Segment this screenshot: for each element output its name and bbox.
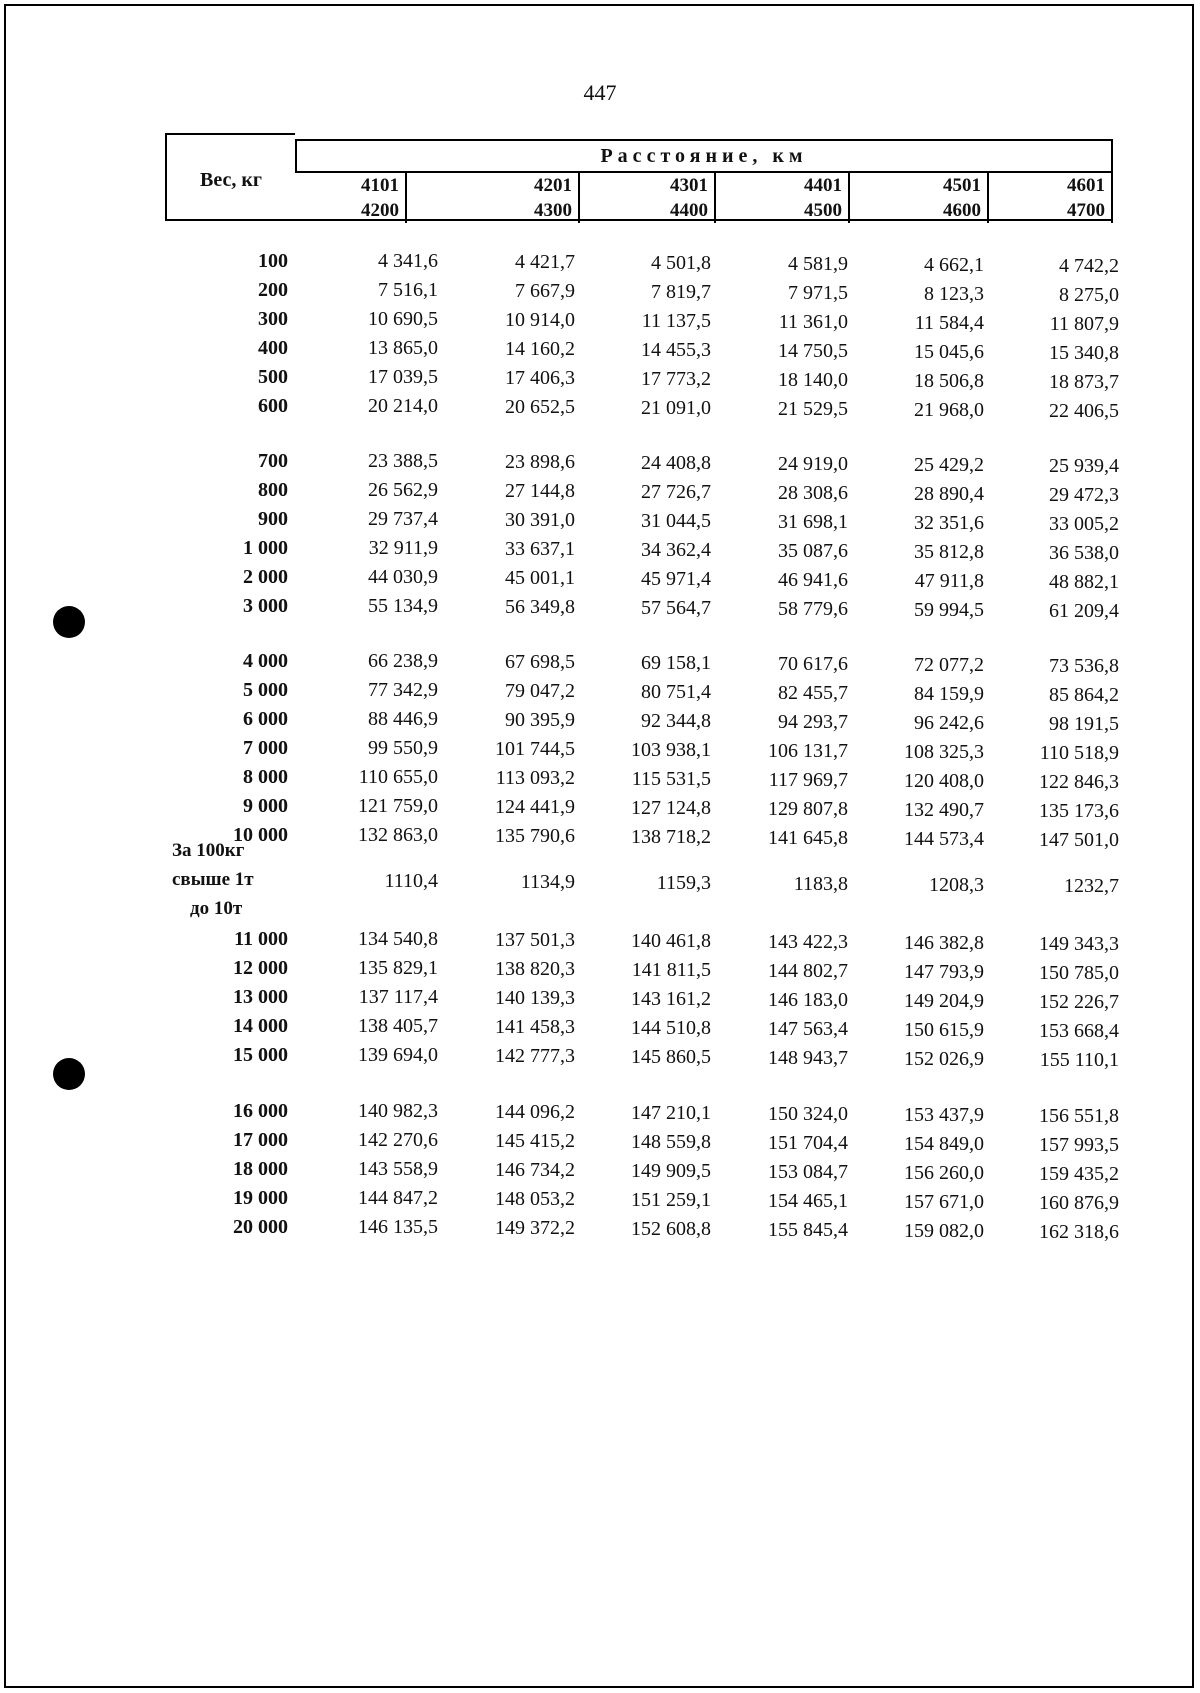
rate-cell: 115 531,5 xyxy=(631,768,711,790)
rate-cell: 141 645,8 xyxy=(768,827,848,849)
table-row xyxy=(0,1187,1200,1213)
rate-cell: 159 082,0 xyxy=(904,1220,984,1242)
distance-range-header xyxy=(579,173,716,223)
rate-cell: 4 662,1 xyxy=(924,254,984,276)
weight-cell: 100 xyxy=(258,250,288,272)
table-row xyxy=(0,708,1200,734)
table-row xyxy=(0,308,1200,334)
rate-cell: 156 260,0 xyxy=(904,1162,984,1184)
rate-cell: 103 938,1 xyxy=(631,739,711,761)
rate-cell: 96 242,6 xyxy=(914,712,984,734)
rate-cell: 99 550,9 xyxy=(368,737,438,759)
distance-column-header: Расстояние, км xyxy=(600,145,808,167)
rate-cell: 46 941,6 xyxy=(778,569,848,591)
rate-cell: 11 584,4 xyxy=(914,312,984,334)
rate-cell: 151 704,4 xyxy=(768,1132,848,1154)
rate-cell: 94 293,7 xyxy=(778,711,848,733)
rate-cell: 10 690,5 xyxy=(368,308,438,330)
rate-cell: 152 226,7 xyxy=(1039,991,1119,1013)
rate-cell: 150 615,9 xyxy=(904,1019,984,1041)
rate-cell: 4 581,9 xyxy=(788,253,848,275)
rate-cell: 110 518,9 xyxy=(1039,742,1119,764)
rate-cell: 15 340,8 xyxy=(1049,342,1119,364)
weight-cell: 4 000 xyxy=(243,650,288,672)
table-row xyxy=(0,1015,1200,1041)
rate-cell: 148 559,8 xyxy=(631,1131,711,1153)
rate-cell: 137 501,3 xyxy=(495,929,575,951)
rate-cell: 33 005,2 xyxy=(1049,513,1119,535)
rate-cell: 149 204,9 xyxy=(904,990,984,1012)
rate-cell: 152 026,9 xyxy=(904,1048,984,1070)
weight-cell: 14 000 xyxy=(233,1015,288,1037)
rate-cell: 152 608,8 xyxy=(631,1218,711,1240)
rate-cell: 146 183,0 xyxy=(768,989,848,1011)
rate-cell: 10 914,0 xyxy=(505,309,575,331)
weight-cell: 11 000 xyxy=(234,928,288,950)
rate-cell: 24 919,0 xyxy=(778,453,848,475)
rate-cell: 120 408,0 xyxy=(904,770,984,792)
rate-cell: 80 751,4 xyxy=(641,681,711,703)
rate-cell: 140 461,8 xyxy=(631,930,711,952)
weight-cell: 7 000 xyxy=(243,737,288,759)
rate-cell: 146 734,2 xyxy=(495,1159,575,1181)
rate-cell: 140 139,3 xyxy=(495,987,575,1009)
rate-cell: 98 191,5 xyxy=(1049,713,1119,735)
rate-cell: 146 135,5 xyxy=(358,1216,438,1238)
rate-cell: 27 144,8 xyxy=(505,480,575,502)
rate-cell: 4 742,2 xyxy=(1059,255,1119,277)
rate-cell: 14 160,2 xyxy=(505,338,575,360)
table-row xyxy=(0,650,1200,676)
table-row xyxy=(0,737,1200,763)
rate-cell: 135 829,1 xyxy=(358,957,438,979)
rate-cell: 154 849,0 xyxy=(904,1133,984,1155)
range-to: 4600 xyxy=(943,200,981,221)
rate-cell: 14 750,5 xyxy=(778,340,848,362)
rate-cell: 48 882,1 xyxy=(1049,571,1119,593)
weight-cell: 1 000 xyxy=(243,537,288,559)
range-to: 4700 xyxy=(1067,200,1105,221)
rate-cell: 141 458,3 xyxy=(495,1016,575,1038)
rate-cell: 67 698,5 xyxy=(505,651,575,673)
weight-cell: 16 000 xyxy=(233,1100,288,1122)
rate-cell: 90 395,9 xyxy=(505,709,575,731)
rate-cell: 18 506,8 xyxy=(914,370,984,392)
table-row xyxy=(0,450,1200,476)
surcharge-cell: 1208,3 xyxy=(929,874,984,896)
rate-cell: 150 324,0 xyxy=(768,1103,848,1125)
rate-cell: 35 087,6 xyxy=(778,540,848,562)
range-to: 4300 xyxy=(534,200,572,221)
rate-cell: 84 159,9 xyxy=(914,683,984,705)
rate-cell: 7 516,1 xyxy=(378,279,438,301)
rate-cell: 159 435,2 xyxy=(1039,1163,1119,1185)
rate-cell: 55 134,9 xyxy=(368,595,438,617)
rate-cell: 15 045,6 xyxy=(914,341,984,363)
rate-cell: 82 455,7 xyxy=(778,682,848,704)
rate-cell: 8 123,3 xyxy=(924,283,984,305)
rate-cell: 149 909,5 xyxy=(631,1160,711,1182)
rate-cell: 139 694,0 xyxy=(358,1044,438,1066)
rate-cell: 143 558,9 xyxy=(358,1158,438,1180)
weight-cell: 5 000 xyxy=(243,679,288,701)
rate-cell: 147 210,1 xyxy=(631,1102,711,1124)
rate-cell: 66 238,9 xyxy=(368,650,438,672)
rate-cell: 56 349,8 xyxy=(505,596,575,618)
table-row xyxy=(0,537,1200,563)
rate-cell: 8 275,0 xyxy=(1059,284,1119,306)
table-row xyxy=(0,395,1200,421)
weight-cell: 17 000 xyxy=(233,1129,288,1151)
rate-cell: 4 501,8 xyxy=(651,252,711,274)
distance-range-header xyxy=(987,173,1113,223)
rate-cell: 92 344,8 xyxy=(641,710,711,732)
rate-cell: 145 860,5 xyxy=(631,1046,711,1068)
weight-cell: 8 000 xyxy=(243,766,288,788)
rate-cell: 20 214,0 xyxy=(368,395,438,417)
rate-cell: 17 773,2 xyxy=(641,368,711,390)
weight-cell: 2 000 xyxy=(243,566,288,588)
distance-header-cell xyxy=(295,139,1113,173)
rate-cell: 137 117,4 xyxy=(358,986,438,1008)
rate-cell: 24 408,8 xyxy=(641,452,711,474)
distance-range-header xyxy=(714,173,850,223)
table-row xyxy=(0,1216,1200,1242)
rate-cell: 138 718,2 xyxy=(631,826,711,848)
weight-cell: 700 xyxy=(258,450,288,472)
rate-cell: 134 540,8 xyxy=(358,928,438,950)
rate-cell: 153 084,7 xyxy=(768,1161,848,1183)
page-number: 447 xyxy=(583,80,617,105)
rate-cell: 138 405,7 xyxy=(358,1015,438,1037)
table-row xyxy=(0,1158,1200,1184)
weight-cell: 300 xyxy=(258,308,288,330)
rate-cell: 57 564,7 xyxy=(641,597,711,619)
rate-cell: 155 845,4 xyxy=(768,1219,848,1241)
rate-cell: 108 325,3 xyxy=(904,741,984,763)
rate-cell: 26 562,9 xyxy=(368,479,438,501)
rate-cell: 124 441,9 xyxy=(495,796,575,818)
surcharge-cell: 1110,4 xyxy=(384,870,438,892)
rate-cell: 21 529,5 xyxy=(778,398,848,420)
rate-cell: 31 044,5 xyxy=(641,510,711,532)
rate-cell: 144 802,7 xyxy=(768,960,848,982)
weight-cell: 13 000 xyxy=(233,986,288,1008)
surcharge-cell: 1159,3 xyxy=(656,872,711,894)
table-row xyxy=(0,1129,1200,1155)
table-row xyxy=(0,595,1200,621)
rate-cell: 29 472,3 xyxy=(1049,484,1119,506)
distance-range-header xyxy=(443,173,580,223)
weight-cell: 900 xyxy=(258,508,288,530)
rate-cell: 36 538,0 xyxy=(1049,542,1119,564)
table-row xyxy=(0,479,1200,505)
rate-cell: 27 726,7 xyxy=(641,481,711,503)
surcharge-cell: 1232,7 xyxy=(1064,875,1119,897)
rate-cell: 154 465,1 xyxy=(768,1190,848,1212)
rate-cell: 11 361,0 xyxy=(778,311,848,333)
weight-cell: 15 000 xyxy=(233,1044,288,1066)
rate-cell: 59 994,5 xyxy=(914,599,984,621)
rate-cell: 85 864,2 xyxy=(1049,684,1119,706)
rate-cell: 29 737,4 xyxy=(368,508,438,530)
rate-cell: 45 971,4 xyxy=(641,568,711,590)
rate-cell: 155 110,1 xyxy=(1039,1049,1119,1071)
rate-cell: 18 140,0 xyxy=(778,369,848,391)
table-row xyxy=(0,366,1200,392)
rate-cell: 77 342,9 xyxy=(368,679,438,701)
surcharge-label-line: до 10т xyxy=(190,898,243,919)
rate-cell: 160 876,9 xyxy=(1039,1192,1119,1214)
rate-cell: 135 173,6 xyxy=(1039,800,1119,822)
rate-cell: 157 671,0 xyxy=(904,1191,984,1213)
rate-cell: 151 259,1 xyxy=(631,1189,711,1211)
surcharge-label-line: свыше 1т xyxy=(172,869,254,890)
rate-cell: 7 667,9 xyxy=(515,280,575,302)
rate-cell: 25 429,2 xyxy=(914,454,984,476)
rate-cell: 144 510,8 xyxy=(631,1017,711,1039)
rate-cell: 23 388,5 xyxy=(368,450,438,472)
table-row xyxy=(0,1044,1200,1070)
rate-cell: 28 308,6 xyxy=(778,482,848,504)
rate-cell: 79 047,2 xyxy=(505,680,575,702)
weight-cell: 18 000 xyxy=(233,1158,288,1180)
table-row xyxy=(0,957,1200,983)
rate-cell: 58 779,6 xyxy=(778,598,848,620)
rate-cell: 73 536,8 xyxy=(1049,655,1119,677)
surcharge-row xyxy=(0,870,1200,896)
rate-cell: 143 161,2 xyxy=(631,988,711,1010)
rate-cell: 156 551,8 xyxy=(1039,1105,1119,1127)
table-row xyxy=(0,679,1200,705)
table-row xyxy=(0,795,1200,821)
rate-cell: 69 158,1 xyxy=(641,652,711,674)
rate-cell: 25 939,4 xyxy=(1049,455,1119,477)
rate-cell: 20 652,5 xyxy=(505,396,575,418)
surcharge-cell: 1183,8 xyxy=(793,873,848,895)
rate-cell: 157 993,5 xyxy=(1039,1134,1119,1156)
rate-cell: 148 943,7 xyxy=(768,1047,848,1069)
rate-cell: 13 865,0 xyxy=(368,337,438,359)
rate-cell: 4 341,6 xyxy=(378,250,438,272)
range-from: 4501 xyxy=(943,175,981,196)
rate-cell: 127 124,8 xyxy=(631,797,711,819)
rate-cell: 32 911,9 xyxy=(368,537,438,559)
rate-cell: 147 501,0 xyxy=(1039,829,1119,851)
rate-cell: 132 863,0 xyxy=(358,824,438,846)
rate-cell: 153 668,4 xyxy=(1039,1020,1119,1042)
rate-cell: 144 573,4 xyxy=(904,828,984,850)
rate-cell: 143 422,3 xyxy=(768,931,848,953)
rate-cell: 150 785,0 xyxy=(1039,962,1119,984)
rate-cell: 17 039,5 xyxy=(368,366,438,388)
range-to: 4400 xyxy=(670,200,708,221)
range-to: 4500 xyxy=(804,200,842,221)
rate-cell: 138 820,3 xyxy=(495,958,575,980)
surcharge-label-line: За 100кг xyxy=(172,840,245,861)
table-row xyxy=(0,250,1200,276)
rate-cell: 146 382,8 xyxy=(904,932,984,954)
weight-cell: 3 000 xyxy=(243,595,288,617)
weight-cell: 6 000 xyxy=(243,708,288,730)
surcharge-cell: 1134,9 xyxy=(520,871,575,893)
table-row xyxy=(0,1100,1200,1126)
table-row xyxy=(0,279,1200,305)
rate-cell: 147 793,9 xyxy=(904,961,984,983)
rate-cell: 132 490,7 xyxy=(904,799,984,821)
rate-cell: 140 982,3 xyxy=(358,1100,438,1122)
rate-cell: 7 819,7 xyxy=(651,281,711,303)
range-from: 4101 xyxy=(361,175,399,196)
rate-cell: 122 846,3 xyxy=(1039,771,1119,793)
rate-cell: 149 343,3 xyxy=(1039,933,1119,955)
weight-cell: 20 000 xyxy=(233,1216,288,1238)
range-from: 4201 xyxy=(534,175,572,196)
rate-cell: 72 077,2 xyxy=(914,654,984,676)
rate-cell: 35 812,8 xyxy=(914,541,984,563)
rate-cell: 17 406,3 xyxy=(505,367,575,389)
weight-cell: 19 000 xyxy=(233,1187,288,1209)
rate-cell: 11 807,9 xyxy=(1049,313,1119,335)
range-from: 4601 xyxy=(1067,175,1105,196)
range-from: 4401 xyxy=(804,175,842,196)
rate-cell: 7 971,5 xyxy=(788,282,848,304)
weight-header-cell xyxy=(165,133,295,221)
rate-cell: 18 873,7 xyxy=(1049,371,1119,393)
table-row xyxy=(0,928,1200,954)
weight-cell: 9 000 xyxy=(243,795,288,817)
rate-cell: 147 563,4 xyxy=(768,1018,848,1040)
rate-cell: 129 807,8 xyxy=(768,798,848,820)
table-row xyxy=(0,566,1200,592)
rate-cell: 23 898,6 xyxy=(505,451,575,473)
weight-cell: 800 xyxy=(258,479,288,501)
rate-cell: 142 777,3 xyxy=(495,1045,575,1067)
rate-cell: 28 890,4 xyxy=(914,483,984,505)
rate-cell: 145 415,2 xyxy=(495,1130,575,1152)
rate-cell: 110 655,0 xyxy=(358,766,438,788)
header-bottom-rule xyxy=(295,219,1113,221)
distance-range-header xyxy=(849,173,989,223)
rate-cell: 45 001,1 xyxy=(505,567,575,589)
rate-cell: 88 446,9 xyxy=(368,708,438,730)
weight-cell: 400 xyxy=(258,337,288,359)
table-header xyxy=(165,133,1113,221)
rate-cell: 34 362,4 xyxy=(641,539,711,561)
weight-column-header: Вес, кг xyxy=(200,169,262,191)
rate-cell: 149 372,2 xyxy=(495,1217,575,1239)
rate-cell: 33 637,1 xyxy=(505,538,575,560)
table-row xyxy=(0,766,1200,792)
rate-cell: 31 698,1 xyxy=(778,511,848,533)
rate-cell: 121 759,0 xyxy=(358,795,438,817)
rate-cell: 30 391,0 xyxy=(505,509,575,531)
weight-cell: 600 xyxy=(258,395,288,417)
weight-cell: 500 xyxy=(258,366,288,388)
rate-cell: 22 406,5 xyxy=(1049,400,1119,422)
table-row xyxy=(0,337,1200,363)
rate-cell: 21 091,0 xyxy=(641,397,711,419)
table-row xyxy=(0,508,1200,534)
rate-cell: 135 790,6 xyxy=(495,825,575,847)
range-to: 4200 xyxy=(361,200,399,221)
rate-cell: 162 318,6 xyxy=(1039,1221,1119,1243)
rate-cell: 117 969,7 xyxy=(768,769,848,791)
rate-cell: 44 030,9 xyxy=(368,566,438,588)
rate-cell: 21 968,0 xyxy=(914,399,984,421)
rate-cell: 142 270,6 xyxy=(358,1129,438,1151)
weight-cell: 200 xyxy=(258,279,288,301)
rate-cell: 144 847,2 xyxy=(358,1187,438,1209)
rate-cell: 141 811,5 xyxy=(631,959,711,981)
rate-cell: 148 053,2 xyxy=(495,1188,575,1210)
rate-cell: 61 209,4 xyxy=(1049,600,1119,622)
rate-cell: 101 744,5 xyxy=(495,738,575,760)
weight-cell: 10 000 xyxy=(233,824,288,846)
rate-cell: 144 096,2 xyxy=(495,1101,575,1123)
rate-cell: 14 455,3 xyxy=(641,339,711,361)
rate-cell: 153 437,9 xyxy=(904,1104,984,1126)
rate-cell: 11 137,5 xyxy=(641,310,711,332)
range-from: 4301 xyxy=(670,175,708,196)
rate-cell: 4 421,7 xyxy=(515,251,575,273)
rate-cell: 113 093,2 xyxy=(495,767,575,789)
rate-cell: 47 911,8 xyxy=(914,570,984,592)
rate-cell: 70 617,6 xyxy=(778,653,848,675)
table-row xyxy=(0,986,1200,1012)
rate-cell: 32 351,6 xyxy=(914,512,984,534)
weight-cell: 12 000 xyxy=(233,957,288,979)
distance-range-header xyxy=(295,173,407,223)
rate-cell: 106 131,7 xyxy=(768,740,848,762)
